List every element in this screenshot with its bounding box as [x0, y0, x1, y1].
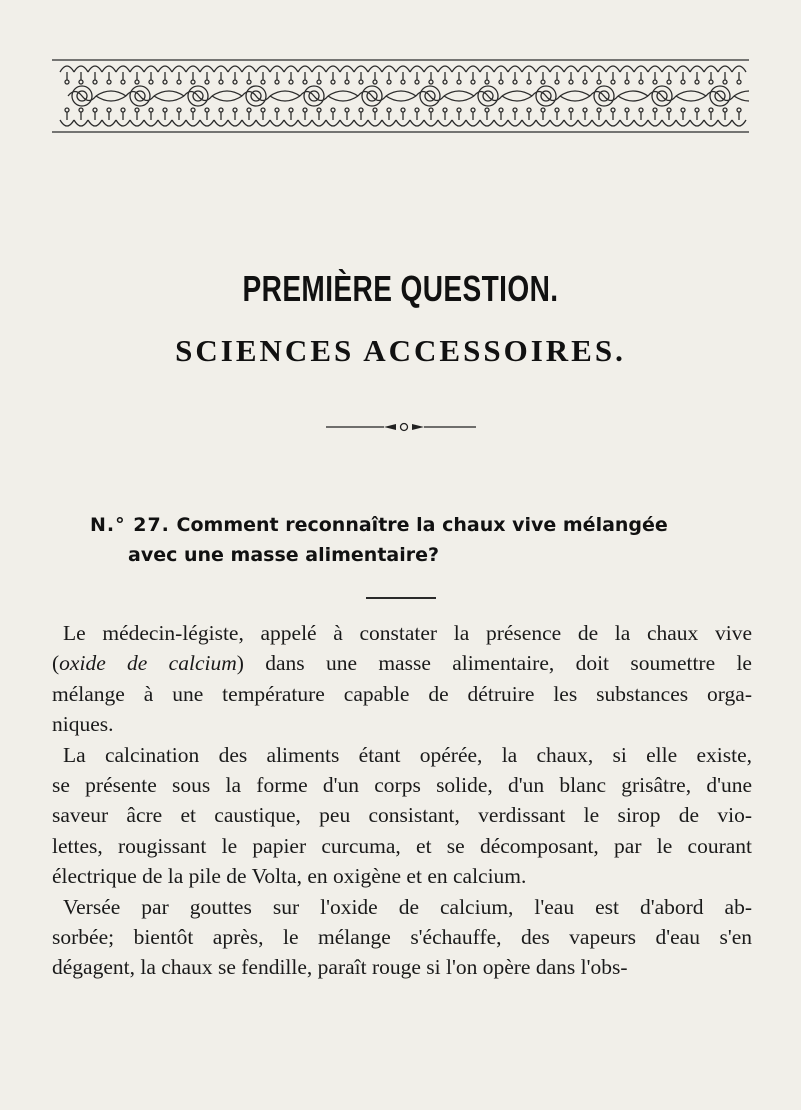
text-line [52, 922, 752, 952]
text-line [52, 618, 752, 648]
question-heading [90, 510, 730, 570]
text-segment: électrique de la pile de Volta, en oxigène et en calcium. [52, 864, 527, 889]
body-text [52, 618, 752, 983]
ornamental-headband [52, 56, 749, 134]
divider-ornament [326, 420, 476, 434]
text-line [52, 740, 752, 770]
text-line [52, 892, 752, 922]
text-line [52, 800, 752, 830]
text-line [52, 709, 752, 739]
text-segment: mélange à une température capable de détruire les substances orga- [52, 681, 752, 706]
text-segment: La calcination des aliments étant opérée, la chaux, si elle existe, [63, 742, 752, 767]
text-segment: Versée par gouttes sur l'oxide de calcium, l'eau est d'abord ab- [63, 894, 752, 919]
text-line [52, 952, 752, 982]
text-line [52, 648, 752, 678]
text-line [52, 679, 752, 709]
text-segment: lettes, rougissant le papier curcuma, et se décomposant, par le courant [52, 833, 752, 858]
italic-term: oxide de calcium [59, 651, 237, 676]
text-segment: ) dans une masse alimentaire, doit soumettre le [236, 651, 752, 676]
question-line-1: Comment reconnaître la chaux vive mélangée [176, 514, 668, 536]
paragraph [52, 740, 752, 892]
text-line [52, 831, 752, 861]
question-number: N.° 27. [90, 514, 170, 536]
text-line [52, 770, 752, 800]
text-segment: sorbée; bientôt après, le mélange s'échauffe, des vapeurs d'eau s'en [52, 925, 752, 950]
section-title: PREMIÈRE QUESTION. [242, 268, 559, 309]
paragraph [52, 618, 752, 740]
text-line [52, 861, 752, 891]
subject-title: SCIENCES ACCESSOIRES. [175, 333, 626, 368]
text-segment: Le médecin-légiste, appelé à constater la présence de la chaux vive [63, 621, 752, 645]
text-segment: dégagent, la chaux se fendille, paraît rouge si l'on opère dans l'obs- [52, 955, 628, 980]
text-segment: niques. [52, 712, 114, 737]
text-segment: se présente sous la forme d'un corps solide, d'un blanc grisâtre, d'une [52, 773, 752, 798]
paragraph [52, 892, 752, 983]
short-rule [366, 597, 436, 599]
question-line-2: avec une masse alimentaire? [128, 544, 440, 566]
text-segment: ( [52, 651, 60, 676]
text-segment: saveur âcre et caustique, peu consistant, verdissant le sirop de vio- [52, 803, 752, 828]
